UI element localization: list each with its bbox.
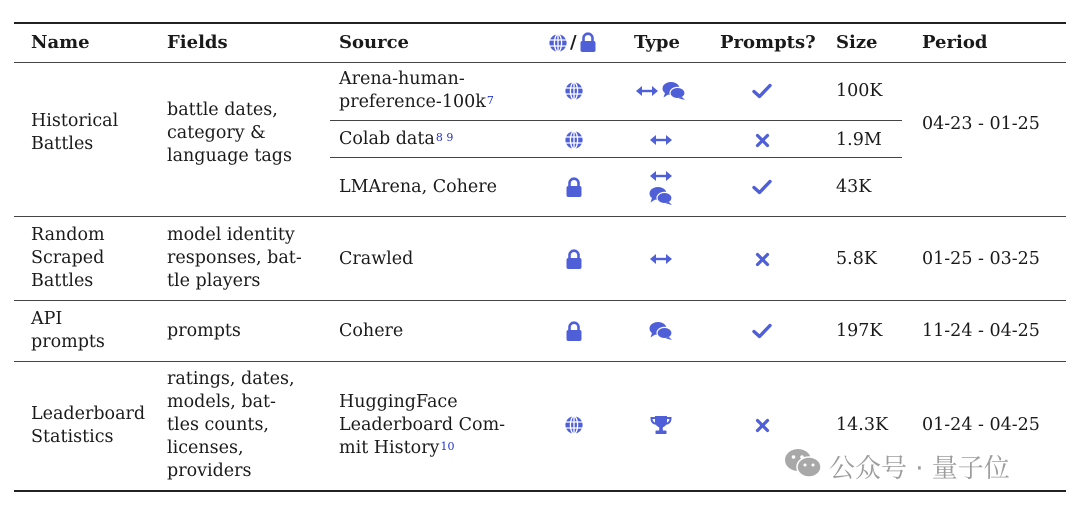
globe-icon	[548, 33, 568, 53]
group-name: Random Scraped Battles	[31, 225, 105, 291]
group-period: 01-24 - 04-25	[922, 415, 1040, 435]
lock-icon	[565, 249, 583, 270]
chat-icon	[649, 186, 673, 206]
size-cell: 1.9M	[836, 130, 882, 150]
type-cell	[626, 247, 696, 271]
header-source: Source	[339, 32, 409, 53]
prompts-cell	[737, 413, 787, 437]
size-cell: 14.3K	[836, 415, 889, 435]
group-rule	[14, 300, 1066, 301]
prompts-cell	[737, 128, 787, 152]
type-cell	[626, 79, 696, 103]
check-icon	[752, 323, 772, 339]
type-cell	[626, 413, 696, 437]
group-fields: ratings, dates, models, bat- tles counts, licenses, providers	[167, 369, 295, 481]
watermark	[783, 446, 1010, 487]
access-cell	[548, 128, 600, 152]
group-name: API prompts	[31, 309, 105, 352]
prompts-cell	[737, 247, 787, 271]
lock-icon	[565, 321, 583, 342]
footnote-ref: 8 9	[435, 131, 454, 144]
source-cell: Colab data$^{8 9}$	[339, 129, 454, 149]
source-cell: Cohere	[339, 321, 404, 341]
globe-icon	[564, 130, 584, 150]
size-cell: 197K	[836, 321, 883, 341]
access-cell	[548, 175, 600, 199]
group-name: Leaderboard Statistics	[31, 404, 146, 447]
header-rule	[14, 62, 1066, 63]
row-divider	[330, 120, 902, 121]
access-cell	[548, 247, 600, 271]
header-size: Size	[836, 32, 878, 53]
size-cell: 43K	[836, 177, 872, 197]
cross-icon	[755, 133, 770, 148]
arrows-icon	[650, 134, 672, 146]
wechat-icon	[783, 446, 823, 487]
check-icon	[752, 179, 772, 195]
arrows-icon	[650, 170, 672, 182]
group-rule	[14, 216, 1066, 217]
prompts-cell	[737, 319, 787, 343]
group-period: 01-25 - 03-25	[922, 249, 1040, 269]
row-divider	[330, 157, 902, 158]
chat-icon	[662, 81, 686, 101]
access-cell	[548, 79, 600, 103]
check-icon	[752, 83, 772, 99]
lock-icon	[565, 177, 583, 198]
size-cell: 100K	[836, 81, 883, 101]
header-fields: Fields	[167, 32, 228, 53]
prompts-cell	[737, 79, 787, 103]
group-fields: battle dates, category & language tags	[167, 100, 292, 166]
access-cell	[548, 413, 600, 437]
source-cell: Arena-human- preference-$100k^7$	[339, 69, 494, 112]
type-cell	[626, 165, 696, 211]
group-period: 11-24 - 04-25	[922, 321, 1040, 341]
arrows-icon	[636, 85, 658, 97]
header-name: Name	[31, 32, 90, 53]
prompts-cell	[737, 175, 787, 199]
footnote-ref: 7	[486, 94, 494, 107]
top-rule	[14, 22, 1066, 24]
cross-icon	[755, 418, 770, 433]
access-cell	[548, 319, 600, 343]
group-rule	[14, 361, 1066, 362]
type-cell	[626, 128, 696, 152]
header-period: Period	[922, 32, 988, 53]
globe-icon	[564, 81, 584, 101]
chat-icon	[649, 321, 673, 341]
bottom-rule	[14, 490, 1066, 492]
type-cell	[626, 319, 696, 343]
group-fields: prompts	[167, 321, 241, 341]
group-fields: model identity responses, bat- tle players	[167, 225, 302, 291]
source-cell: HuggingFace Leaderboard Com- mit History$^{10}$	[339, 392, 506, 458]
arrows-icon	[650, 253, 672, 265]
lock-icon	[579, 32, 597, 53]
trophy-icon	[650, 415, 672, 435]
header-prompts: Prompts?	[720, 32, 816, 53]
source-cell: Crawled	[339, 249, 414, 269]
size-cell: 5.8K	[836, 249, 877, 269]
group-period: 04-23 - 01-25	[922, 114, 1040, 134]
globe-icon	[564, 415, 584, 435]
footnote-ref: 10	[440, 440, 455, 453]
source-cell: LMArena, Cohere	[339, 177, 498, 197]
header-access	[548, 31, 597, 54]
watermark-text: 公众号 · 量子位	[829, 454, 1010, 484]
group-name: Historical Battles	[31, 111, 119, 154]
header-type: Type	[634, 32, 680, 53]
cross-icon	[755, 252, 770, 267]
header-slash: /	[570, 32, 577, 53]
